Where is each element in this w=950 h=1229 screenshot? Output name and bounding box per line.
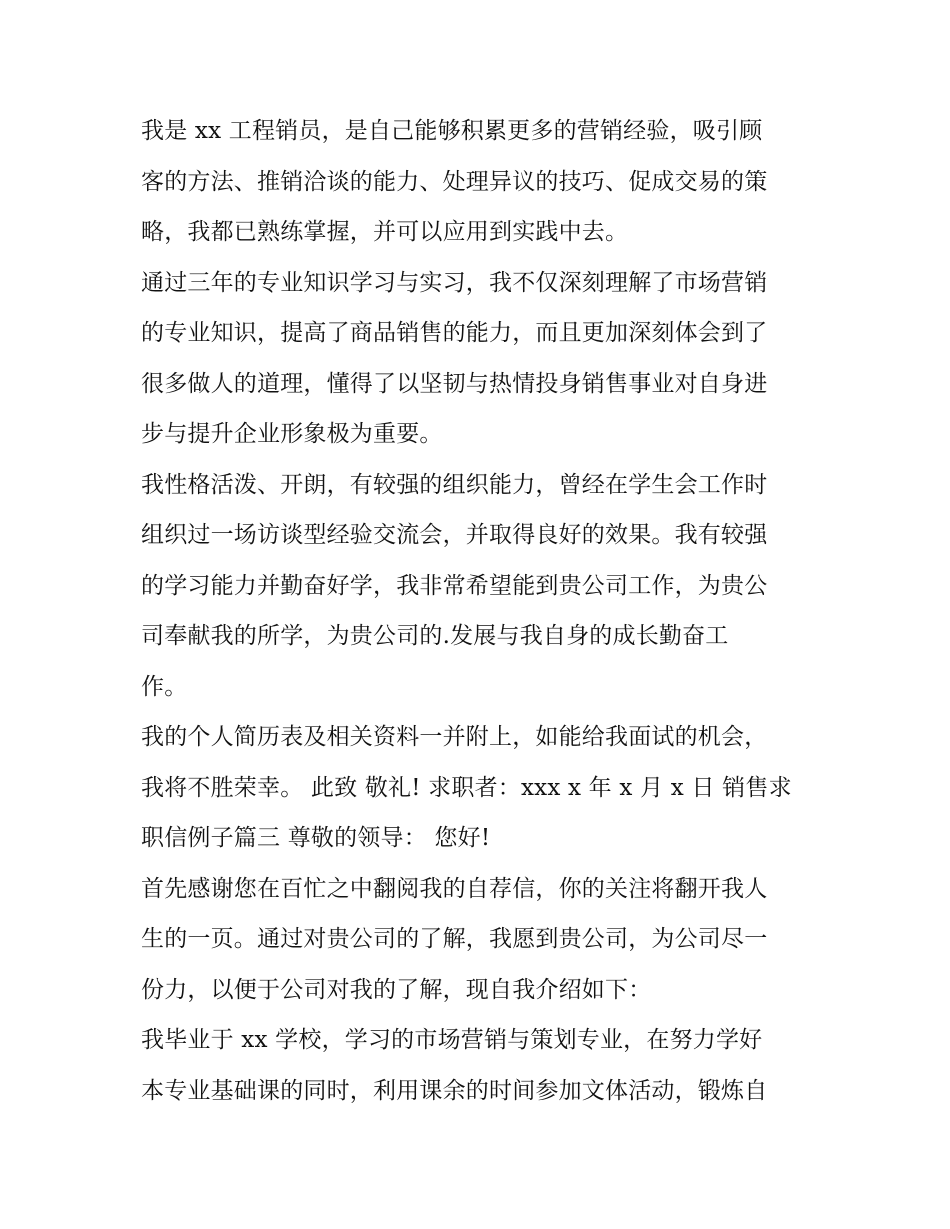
text-line: 通过三年的专业知识学习与实习，我不仅深刻理解了市场营销 (141, 269, 768, 296)
text-line: 我性格活泼、开朗，有较强的组织能力，曾经在学生会工作时 (141, 471, 768, 498)
text-line: 我将不胜荣幸。 此致 敬礼! 求职者：xxx x 年 x 月 x 日 销售求 (141, 774, 792, 801)
text-line: 作。 (141, 673, 188, 700)
text-line: 份力，以便于公司对我的了解，现自我介绍如下： (141, 976, 652, 1003)
text-line: 本专业基础课的同时，利用课余的时间参加文体活动，锻炼自 (141, 1077, 768, 1104)
text-line: 职信例子篇三 尊敬的领导： 您好! (141, 825, 491, 851)
text-line: 很多做人的道理，懂得了以坚韧与热情投身销售事业对自身进 (141, 370, 768, 397)
text-line: 客的方法、推销洽谈的能力、处理异议的技巧、促成交易的策 (141, 168, 768, 195)
body-text (141, 106, 821, 1116)
text-line: 我毕业于 xx 学校，学习的市场营销与策划专业，在努力学好 (141, 1027, 763, 1053)
text-line: 组织过一场访谈型经验交流会，并取得良好的效果。我有较强 (141, 522, 768, 548)
text-line: 我是 xx 工程销员，是自己能够积累更多的营销经验，吸引顾 (141, 118, 763, 144)
text-line: 我的个人简历表及相关资料一并附上，如能给我面试的机会， (141, 724, 768, 750)
text-line: 步与提升企业形象极为重要。 (141, 421, 443, 447)
text-line: 生的一页。通过对贵公司的了解，我愿到贵公司，为公司尽一 (141, 926, 768, 952)
text-line: 首先感谢您在百忙之中翻阅我的自荐信，你的关注将翻开我人 (141, 875, 768, 902)
text-line: 的专业知识，提高了商品销售的能力，而且更加深刻体会到了 (141, 320, 768, 346)
text-line: 司奉献我的所学，为贵公司的.发展与我自身的成长勤奋工 (141, 623, 729, 649)
text-line: 略，我都已熟练掌握，并可以应用到实践中去。 (141, 219, 629, 245)
text-line: 的学习能力并勤奋好学，我非常希望能到贵公司工作，为贵公 (141, 572, 768, 599)
